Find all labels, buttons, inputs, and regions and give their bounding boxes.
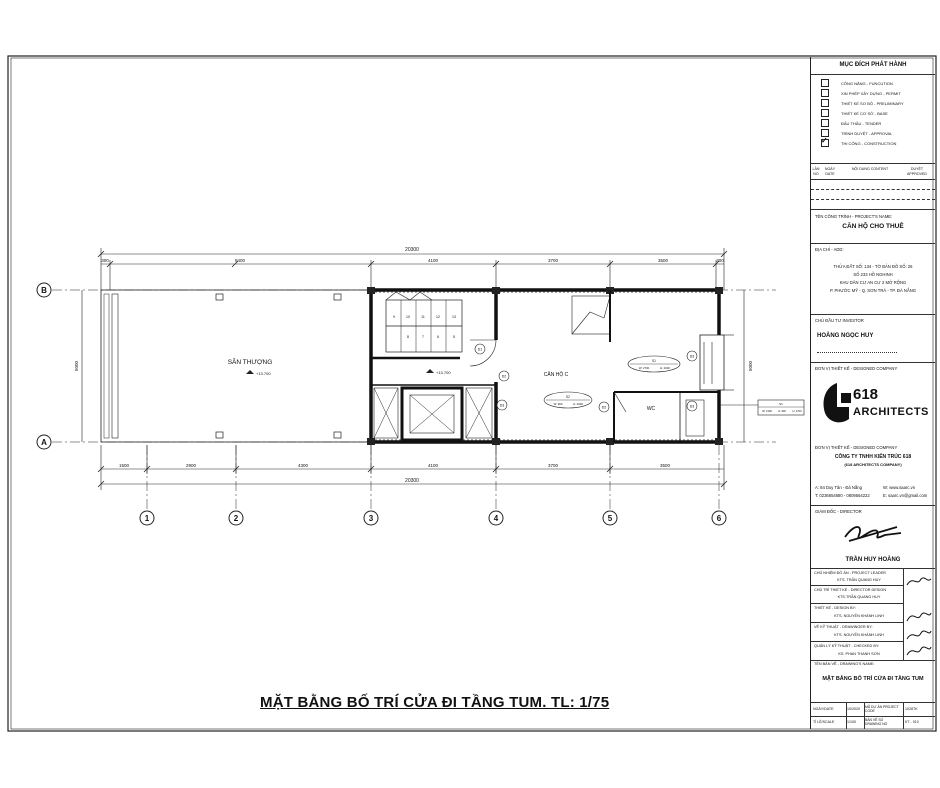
checkbox[interactable] (821, 109, 829, 117)
axis-label: A (41, 438, 47, 447)
designer-label-2: ĐƠN VỊ THIẾT KẾ - DESIGNED COMPANY (815, 445, 898, 450)
dim-total-bottom: 20300 (405, 478, 419, 484)
company-tel: T: 0236654680 - 0809564222 (815, 493, 870, 498)
address-label: ĐỊA CHỈ - ADD: (815, 247, 844, 252)
room-wc: WC (646, 406, 656, 412)
date-label: NGÀY/DATE (813, 707, 834, 711)
director-signature-icon (841, 519, 905, 549)
window-dim: H: 2000 (573, 402, 583, 406)
sheet-label: BẢN VẼ SỐ DRAWING NO (865, 718, 888, 726)
stair-step: 7 (422, 335, 424, 339)
date-value: 10/2020 (847, 707, 860, 711)
ext-dim: H: 1700 (792, 410, 802, 413)
title-block (810, 57, 935, 729)
window-dim: W: 2700 (638, 366, 650, 370)
logo-number: 618 (853, 386, 879, 403)
scale-label: TỈ LỆ/SCALE (813, 720, 835, 724)
dim-top: 300 (101, 258, 109, 263)
purpose-header: MỤC ĐÍCH PHÁT HÀNH (839, 62, 907, 68)
window-dim: W: 900 (553, 402, 563, 406)
dim-top: 4100 (427, 258, 439, 263)
dim-side-left: 5000 (74, 360, 79, 372)
role-label: THIẾT KẾ - DESIGN BY: (814, 606, 856, 610)
role-label: VẼ KỸ THUẬT - DRAWINGER BY: (814, 625, 873, 629)
axis-label: 1 (144, 514, 150, 523)
investor-label: CHỦ ĐẦU TƯ INVESTOR (815, 318, 864, 323)
door-tag: D2 (601, 405, 607, 410)
axis-label: 2 (233, 514, 239, 523)
dim-top: 8400 (234, 258, 246, 263)
axis-label: 4 (493, 514, 499, 523)
window-tag: S1 (652, 359, 656, 363)
revision-header: LẦN NO NGÀY DATE NỘI DUNG CONTENT DUYỆT APPROVED (812, 167, 927, 176)
axis-label: 6 (716, 514, 722, 523)
stair-step: 8 (407, 335, 409, 339)
address-line: THỬA ĐẤT SỐ: 134 - TỜ BẢN ĐỒ SỐ: 26 (833, 264, 913, 269)
company-addr: A: 84 Duy Tân - Đà Nẵng (815, 485, 862, 490)
logo-word: ARCHITECTS (853, 406, 929, 418)
drawing-title: MẶT BẰNG BỐ TRÍ CỬA ĐI TẦNG TUM. TL: 1/75 (260, 694, 610, 711)
role-label: CHỦ NHIỆM ĐỒ ÁN - PROJECT LEADER (814, 571, 886, 575)
ext-dim: H: 900 (778, 410, 786, 413)
checkbox-checked[interactable] (821, 139, 829, 147)
code-label: MÃ DỰ ÁN PROJECT CODE (865, 705, 899, 713)
purpose-item[interactable]: CÔNG NĂNG - FUNCUTION (821, 79, 893, 87)
investor-name: HOÀNG NGỌC HUY (817, 333, 874, 339)
level-stair: +13.700 (436, 370, 451, 375)
dim-bottom: 2900 (185, 463, 197, 468)
floor-plan (37, 248, 804, 525)
door-tag: D2 (501, 374, 507, 379)
purpose-item[interactable]: TRÌNH DUYỆT - APPROVAL (821, 129, 892, 137)
address-line: P. PHƯỚC MỸ - Q. SƠN TRÀ - TP. ĐÀ NẴNG (829, 288, 917, 293)
role-name: KTS.TRẦN QUANG HUY (837, 595, 881, 599)
drawing-name: MẶT BẰNG BỐ TRÍ CỬA ĐI TẦNG TUM (822, 676, 924, 682)
role-label: QUẢN LÝ KỸ THUẬT - CHECKED BY: (814, 644, 880, 648)
company-name: CÔNG TY TNHH KIẾN TRÚC 618 (834, 454, 912, 460)
purpose-item[interactable]: ĐẤU THẦU - TENDER (821, 119, 881, 127)
stair-step: 12 (436, 315, 440, 319)
axis-label: 5 (607, 514, 613, 523)
dim-bottom: 3700 (547, 463, 559, 468)
role-name: KTS. NGUYỄN KHÁNH LINH (834, 614, 884, 618)
checkbox[interactable] (821, 119, 829, 127)
ext-dim: W: 2100 (762, 410, 772, 413)
dim-bottom: 4300 (297, 463, 309, 468)
purpose-item[interactable]: XIN PHÉP XÂY DỰNG - PERMIT (821, 89, 901, 97)
window-tag: S2 (566, 395, 570, 399)
stair-step: 10 (406, 315, 410, 319)
address-line: KHU DÂN CƯ AN CƯ 2 MỞ RỘNG (839, 280, 907, 285)
company-logo-icon (819, 379, 855, 427)
checkbox[interactable] (821, 89, 829, 97)
dim-total-top: 20300 (405, 247, 419, 253)
dim-top: 3500 (657, 258, 669, 263)
axis-label: B (41, 286, 47, 295)
company-en: (618 ARCHITECTS COMPANY) (844, 462, 902, 467)
role-signatures-icon (905, 573, 933, 657)
project-label: TÊN CÔNG TRÌNH - PROJECT'S NAME: (815, 214, 893, 219)
stair-step: 6 (437, 335, 439, 339)
project-name: CĂN HỘ CHO THUÊ (842, 223, 904, 230)
director-name: TRẦN HUY HOÀNG (845, 557, 901, 563)
door-tag: D3 (689, 404, 695, 409)
checkbox[interactable] (821, 79, 829, 87)
address-line: SỐ 233 HỒ NGHINH (853, 272, 893, 277)
role-name: KS. PHAN THANH SƠN (838, 652, 880, 656)
company-web: W: www.saarc.vn (883, 485, 916, 490)
door-tag: D1 (477, 347, 483, 352)
dim-side-right: 5000 (748, 360, 753, 372)
dim-bottom: 1500 (118, 463, 130, 468)
door-tag: D3 (689, 354, 695, 359)
code-value: 1028TK (905, 707, 918, 711)
role-name: KTS. NGUYỄN KHÁNH LINH (834, 633, 884, 637)
level-terrace: +13.700 (256, 371, 271, 376)
purpose-item[interactable]: ✓ THI CÔNG - CONSTRUCTION (821, 139, 896, 147)
role-name: KTS. TRẦN QUANG HUY (837, 578, 881, 582)
director-label: GIÁM ĐỐC - DIRECTOR (815, 509, 862, 514)
dim-top: 300 (716, 258, 724, 263)
role-label: CHỦ TRÌ THIẾT KẾ - DIRECTOR DESIGN (814, 588, 887, 592)
dim-top: 3700 (547, 258, 559, 263)
stair-step: 13 (452, 315, 456, 319)
stair-step: 11 (421, 315, 425, 319)
door-tag: D3 (499, 403, 505, 408)
axis-label: 3 (368, 514, 374, 523)
dim-bottom: 3500 (659, 463, 671, 468)
purpose-item[interactable]: THIẾT KẾ SƠ BỘ - PRELIMINARY (821, 99, 904, 107)
checkbox[interactable] (821, 99, 829, 107)
window-dim: H: 2000 (660, 366, 670, 370)
designer-label: ĐƠN VỊ THIẾT KẾ - DESIGNED COMPANY (815, 366, 898, 371)
dim-bottom: 4100 (427, 463, 439, 468)
purpose-item[interactable]: THIẾT KẾ CƠ SỞ - BASE (821, 109, 888, 117)
sheet-value: KT - 010 (905, 720, 919, 724)
stair-step: 9 (393, 315, 395, 319)
room-terrace: SÂN THƯỢNG (227, 359, 273, 366)
room-apartment: CĂN HỘ C (543, 372, 569, 378)
scale-value: 1/100 (847, 720, 856, 724)
ext-tag: S1 (779, 402, 783, 406)
stair-step: 5 (453, 335, 455, 339)
company-email: E: saarc.vn@gmail.com (883, 493, 928, 498)
drawing-name-label: TÊN BẢN VẼ - DRAWING'S NAME: (814, 662, 875, 666)
